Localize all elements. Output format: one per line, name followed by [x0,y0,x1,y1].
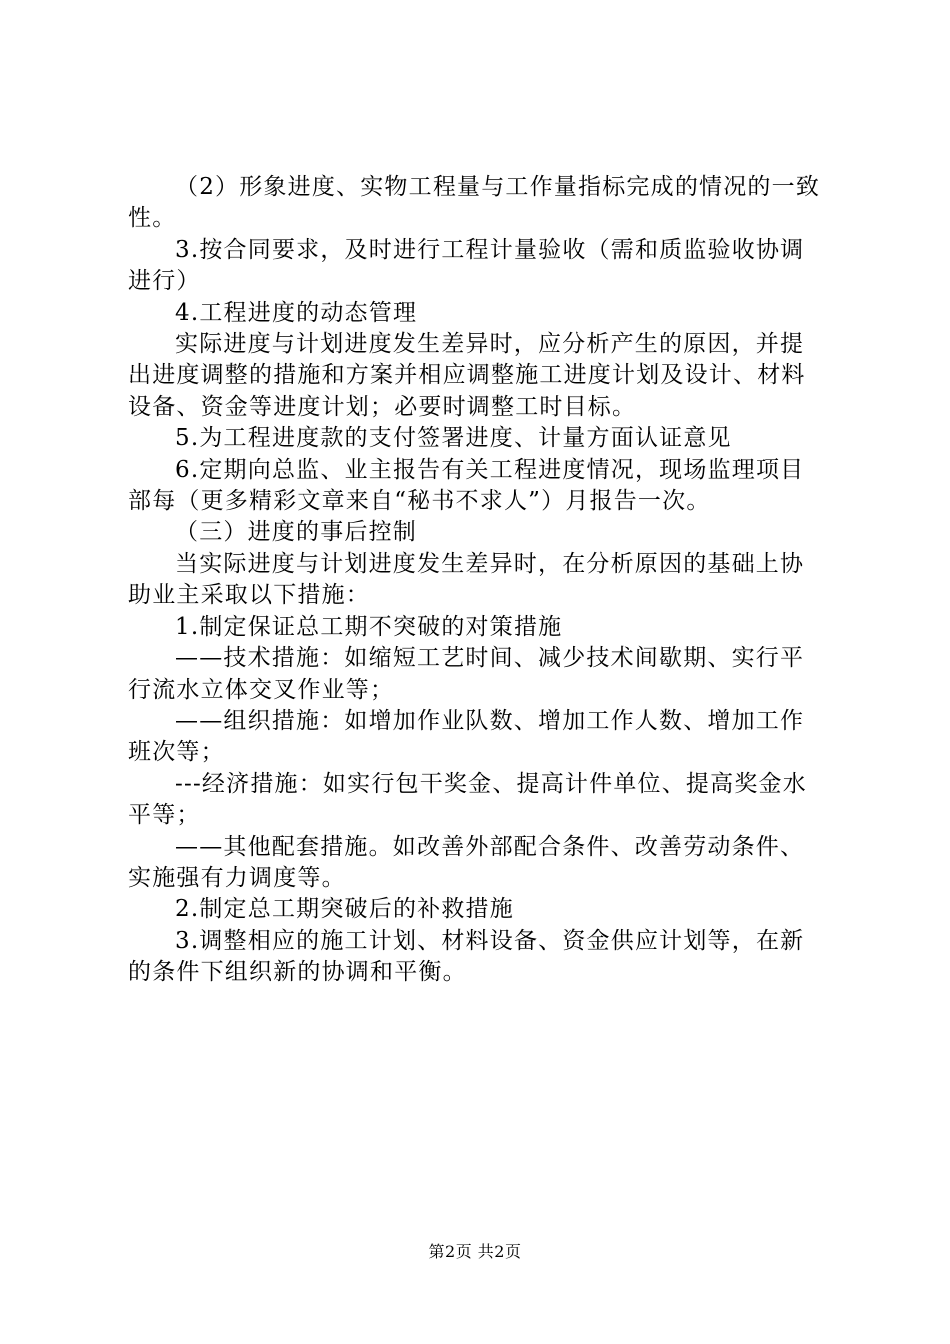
paragraph-regular-reporting: 6.定期向总监、业主报告有关工程进度情况，现场监理项目部每（更多精彩文章来自“秘书不求人”）月报告一次。 [128,456,805,515]
paragraph-supporting-measures: ——其他配套措施。如改善外部配合条件、改善劳动条件、实施强有力调度等。 [128,833,805,891]
paragraph-remedial-measures: 2.制定总工期突破后的补救措施 [175,896,514,923]
paragraph-progress-consistency: （2）形象进度、实物工程量与工作量指标完成的情况的一致性。 [128,174,821,232]
paragraph-economic-measures: ---经济措施：如实行包干奖金、提高计件单位、提高奖金水平等； [128,770,807,829]
paragraph-plan-adjustment: 3.调整相应的施工计划、材料设备、资金供应计划等，在新的条件下组织新的协调和平衡。 [128,927,805,986]
paragraph-organizational-measures: ——组织措施：如增加作业队数、增加工作人数、增加工作班次等； [128,707,805,766]
page-number-footer: 第2页 共2页 [428,1242,522,1261]
paragraph-post-control-intro: 当实际进度与计划进度发生差异时，在分析原因的基础上协助业主采取以下措施： [128,550,805,609]
paragraph-dynamic-management-heading: 4.工程进度的动态管理 [175,299,418,326]
paragraph-technical-measures: ——技术措施：如缩短工艺时间、减少技术间歇期、实行平行流水立体交叉作业等； [128,645,805,703]
paragraph-dynamic-management-body: 实际进度与计划进度发生差异时，应分析产生的原因，并提出进度调整的措施和方案并相应调整施工进度计划及设计、材料设备、资金等进度计划；必要时调整工时目标。 [128,331,806,420]
paragraph-countermeasures-heading: 1.制定保证总工期不突破的对策措施 [175,613,563,640]
paragraph-payment-certification: 5.为工程进度款的支付签署进度、计量方面认证意见 [175,425,732,452]
section-heading-post-control: （三）进度的事后控制 [175,519,417,546]
paragraph-measurement-acceptance: 3.按合同要求，及时进行工程计量验收（需和质监验收协调进行） [128,236,805,295]
document-body [128,172,828,989]
